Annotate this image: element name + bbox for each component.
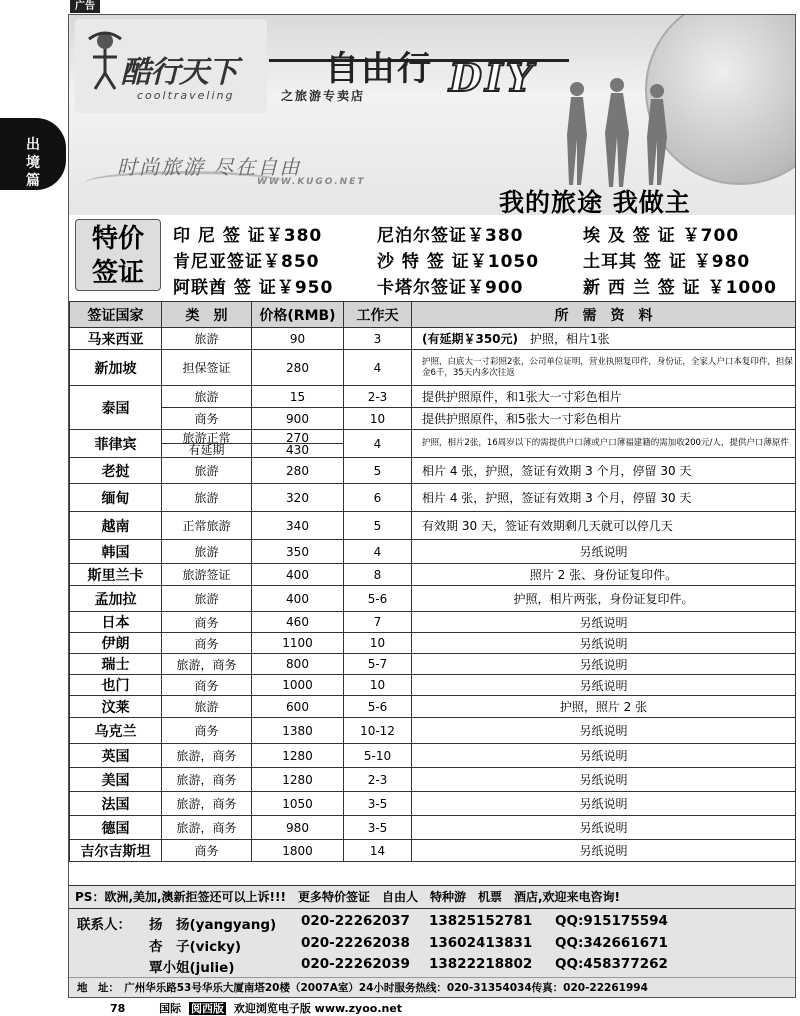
- cell-days: 3-5: [344, 792, 412, 816]
- cell-country: 新加坡: [70, 350, 162, 386]
- logo-figure-icon: [85, 29, 125, 93]
- table-row: [70, 564, 796, 586]
- cell-days: 8: [344, 564, 412, 586]
- table-row: [70, 633, 796, 654]
- cell-price: 320: [252, 484, 344, 512]
- page-footer: [110, 1000, 402, 1016]
- cell-type: 商务: [162, 612, 252, 633]
- cell-price: 460: [252, 612, 344, 633]
- table-row: [70, 386, 796, 408]
- special-visa-section: [69, 215, 795, 298]
- special-visa-item: 沙 特 签 证￥1050: [377, 252, 540, 272]
- cell-type: 旅游，商务: [162, 816, 252, 840]
- cell-days: 5-6: [344, 696, 412, 718]
- side-tab-char: 境: [26, 155, 40, 171]
- cell-country: 老挝: [70, 458, 162, 484]
- dancers-image: [547, 75, 687, 195]
- special-visa-item: 尼泊尔签证￥380: [377, 226, 524, 246]
- table-row: [70, 484, 796, 512]
- special-visa-item: 印 尼 签 证￥380: [173, 226, 323, 246]
- cell-country: 法国: [70, 792, 162, 816]
- contacts-block: [69, 909, 795, 979]
- special-visa-item: 埃 及 签 证 ￥700: [583, 226, 740, 246]
- special-visa-item: 卡塔尔签证￥900: [377, 278, 524, 298]
- special-visa-item: 肯尼亚签证￥850: [173, 252, 320, 272]
- cell-requirements: 另纸说明: [412, 718, 796, 744]
- cell-requirements: 另纸说明: [412, 654, 796, 675]
- table-header-row: [70, 302, 796, 328]
- cell-type-normal: 旅游正常: [162, 432, 251, 444]
- cell-type: 旅游签证: [162, 564, 252, 586]
- cell-country: 韩国: [70, 540, 162, 564]
- contact-mobile: 13822218802: [429, 956, 533, 972]
- cell-country: 吉尔吉斯坦: [70, 840, 162, 862]
- cell-days: 5-10: [344, 744, 412, 768]
- special-visa-item: 新 西 兰 签 证 ￥1000: [583, 278, 777, 298]
- cell-type: 旅游: [162, 696, 252, 718]
- cell-requirements: 另纸说明: [412, 816, 796, 840]
- cell-type: 旅游，商务: [162, 768, 252, 792]
- cell-price-normal: 270: [252, 432, 343, 444]
- address-line: 地 址： 广州华乐路53号华乐大厦南塔20楼（2007A室）24小时服务热线：020-31354034传真：020-22261994: [69, 977, 795, 997]
- cell-days: 2-3: [344, 768, 412, 792]
- table-row: [70, 350, 796, 386]
- table-row: [70, 328, 796, 350]
- cell-days: 2-3: [344, 386, 412, 408]
- table-row: [70, 768, 796, 792]
- req-bold: (有延期￥350元): [422, 332, 519, 346]
- cell-days: 10: [344, 675, 412, 696]
- cell-country: 英国: [70, 744, 162, 768]
- cell-days: 7: [344, 612, 412, 633]
- cell-price: 1280: [252, 768, 344, 792]
- special-visa-item: 土耳其 签 证 ￥980: [583, 252, 751, 272]
- table-row: [70, 675, 796, 696]
- header-requirements: 所 需 资 料: [412, 302, 796, 328]
- table-row: [70, 458, 796, 484]
- side-tab-char: 出: [26, 137, 40, 153]
- cell-requirements: 另纸说明: [412, 633, 796, 654]
- cell-days: 6: [344, 484, 412, 512]
- cell-requirements: 护照，相片两张，身份证复印件。: [412, 586, 796, 612]
- contact-qq: QQ:915175594: [555, 913, 668, 929]
- cell-requirements: 另纸说明: [412, 675, 796, 696]
- cell-country: 乌克兰: [70, 718, 162, 744]
- cell-requirements: 另纸说明: [412, 840, 796, 862]
- cell-type: 旅游，商务: [162, 654, 252, 675]
- cell-country: 也门: [70, 675, 162, 696]
- table-row: [70, 696, 796, 718]
- cell-days: 14: [344, 840, 412, 862]
- cell-days: 10: [344, 633, 412, 654]
- cell-country: 马来西亚: [70, 328, 162, 350]
- cell-country: 泰国: [70, 386, 162, 430]
- table-row: [70, 654, 796, 675]
- cell-country: 缅甸: [70, 484, 162, 512]
- cell-price: 400: [252, 586, 344, 612]
- cell-price: 980: [252, 816, 344, 840]
- side-tab-outbound: [0, 118, 66, 190]
- table-row: [70, 744, 796, 768]
- cell-type: 旅游，商务: [162, 792, 252, 816]
- contact-mobile: 13825152781: [429, 913, 533, 929]
- contact-mobile: 13602413831: [429, 935, 533, 951]
- footer-section: 国际: [159, 1002, 182, 1015]
- footer-edition-box: 阅西版: [191, 1002, 224, 1015]
- cell-price: 1100: [252, 633, 344, 654]
- side-tab-char: 篇: [26, 173, 40, 189]
- cell-price: 900: [252, 408, 344, 430]
- cell-country: 孟加拉: [70, 586, 162, 612]
- cell-type: 正常旅游: [162, 512, 252, 540]
- ad-frame: [68, 14, 796, 998]
- cell-requirements: 相片 4 张，护照，签证有效期 3 个月，停留 30 天: [412, 458, 796, 484]
- cell-days: 10-12: [344, 718, 412, 744]
- table-row: [70, 540, 796, 564]
- banner-diy: DIY: [449, 55, 536, 100]
- cell-requirements: 相片 4 张，护照，签证有效期 3 个月，停留 30 天: [412, 484, 796, 512]
- cell-type: 旅游: [162, 458, 252, 484]
- cell-type: 旅游，商务: [162, 744, 252, 768]
- cell-price: 280: [252, 458, 344, 484]
- header-country: 签证国家: [70, 302, 162, 328]
- table-row: [70, 430, 796, 458]
- cell-country: 伊朗: [70, 633, 162, 654]
- cell-price: 1000: [252, 675, 344, 696]
- footer-link[interactable]: 欢迎浏览电子版 www.zyoo.net: [233, 1002, 403, 1015]
- banner-slogan: 时尚旅游 尽在自由: [117, 155, 302, 179]
- cell-country: 日本: [70, 612, 162, 633]
- banner-url: WWW.KUGO.NET: [257, 177, 366, 187]
- header-type: 类 别: [162, 302, 252, 328]
- banner-subtitle: 之旅游专卖店: [281, 89, 366, 103]
- contact-qq: QQ:342661671: [555, 935, 668, 951]
- cell-requirements: 另纸说明: [412, 612, 796, 633]
- cell-requirements: 护照，照片 2 张: [412, 696, 796, 718]
- cell-price-extended: 430: [286, 442, 309, 457]
- cell-country: 瑞士: [70, 654, 162, 675]
- contacts-label: 联系人：: [77, 917, 131, 933]
- cell-days: 5-7: [344, 654, 412, 675]
- cell-days: 5: [344, 512, 412, 540]
- cell-requirements: 提供护照原件，和5张大一寸彩色相片: [412, 408, 796, 430]
- cell-days: 4: [344, 350, 412, 386]
- cell-price: 340: [252, 512, 344, 540]
- logo-subtext: cooltraveling: [137, 89, 235, 102]
- table-row: [70, 718, 796, 744]
- contact-phone: 020-22262038: [301, 935, 410, 951]
- cell-days: 4: [344, 540, 412, 564]
- table-row: [70, 586, 796, 612]
- cell-price: 1280: [252, 744, 344, 768]
- cell-country: 德国: [70, 816, 162, 840]
- cell-days: 3: [344, 328, 412, 350]
- logo: [75, 19, 267, 113]
- cell-requirements: [412, 328, 796, 350]
- cell-requirements: 护照，白底大一寸彩照2张，公司单位证明，营业执照复印件，身份证，全家人户口本复印件，担保金6千，35天内多次往返: [412, 350, 796, 386]
- visa-table: [69, 301, 796, 862]
- cell-requirements: 提供护照原件，和1张大一寸彩色相片: [412, 386, 796, 408]
- cell-days: 3-5: [344, 816, 412, 840]
- cell-country: 菲律宾: [70, 430, 162, 458]
- cell-type: [162, 430, 252, 458]
- cell-requirements: 护照，相片2张，16周岁以下的需提供户口薄或户口薄福建籍的需加收200元/人，提供户口薄原件: [412, 430, 796, 458]
- cell-price: 15: [252, 386, 344, 408]
- table-row: [70, 612, 796, 633]
- cell-type: 旅游: [162, 484, 252, 512]
- page-number: 78: [110, 1002, 126, 1015]
- cell-requirements: 另纸说明: [412, 792, 796, 816]
- special-label-line: 特价: [91, 224, 144, 254]
- cell-type: 商务: [162, 840, 252, 862]
- cell-type: 商务: [162, 675, 252, 696]
- req-text: 护照，相片1张: [518, 332, 610, 346]
- cell-price: 350: [252, 540, 344, 564]
- cell-days: 10: [344, 408, 412, 430]
- header-price: 价格(RMB): [252, 302, 344, 328]
- cell-price: 400: [252, 564, 344, 586]
- table-row: [70, 840, 796, 862]
- special-visa-item: 阿联酋 签 证￥950: [173, 278, 334, 298]
- cell-price: 800: [252, 654, 344, 675]
- table-row: [70, 792, 796, 816]
- table-row: [70, 816, 796, 840]
- ad-tag: 广告: [70, 0, 100, 13]
- cell-type: 旅游: [162, 540, 252, 564]
- special-visa-label: [75, 219, 161, 291]
- contact-phone: 020-22262037: [301, 913, 410, 929]
- cell-requirements: 另纸说明: [412, 744, 796, 768]
- table-row: [70, 512, 796, 540]
- cell-price: 1800: [252, 840, 344, 862]
- cell-type: 商务: [162, 718, 252, 744]
- cell-requirements: 另纸说明: [412, 540, 796, 564]
- cell-country: 汶莱: [70, 696, 162, 718]
- cell-country: 斯里兰卡: [70, 564, 162, 586]
- cell-type: 旅游: [162, 328, 252, 350]
- cell-requirements: 另纸说明: [412, 768, 796, 792]
- cell-price: 90: [252, 328, 344, 350]
- cell-requirements: 照片 2 张、身份证复印件。: [412, 564, 796, 586]
- cell-price: 280: [252, 350, 344, 386]
- cell-days: 5: [344, 458, 412, 484]
- cell-type-extended: 有延期: [188, 442, 225, 457]
- cell-requirements: 有效期 30 天，签证有效期剩几天就可以停几天: [412, 512, 796, 540]
- contact-qq: QQ:458377262: [555, 956, 668, 972]
- cell-type: 旅游: [162, 386, 252, 408]
- contact-name: 杏 子(vicky): [149, 939, 242, 955]
- cell-type: 商务: [162, 633, 252, 654]
- contact-name: 覃小姐(julie): [149, 960, 235, 976]
- cell-country: 越南: [70, 512, 162, 540]
- cell-price: 1050: [252, 792, 344, 816]
- cell-country: 美国: [70, 768, 162, 792]
- cell-price: 1380: [252, 718, 344, 744]
- contact-name: 扬 扬(yangyang): [149, 917, 277, 933]
- cell-type: 担保签证: [162, 350, 252, 386]
- contact-phone: 020-22262039: [301, 956, 410, 972]
- cell-type: 旅游: [162, 586, 252, 612]
- header-days: 工作天: [344, 302, 412, 328]
- cell-days: 4: [344, 430, 412, 458]
- table-row: [70, 408, 796, 430]
- logo-text: 酷行天下: [121, 55, 237, 90]
- special-label-line: 签证: [91, 258, 144, 288]
- cell-price: 600: [252, 696, 344, 718]
- banner-headline: 我的旅途 我做主: [499, 188, 691, 215]
- cell-days: 5-6: [344, 586, 412, 612]
- ps-note: PS：欧洲,美加,澳新拒签还可以上诉!!! 更多特价签证 自由人 特种游 机票 酒店,欢迎来电咨询!: [69, 885, 795, 909]
- cell-price: [252, 430, 344, 458]
- cell-type: 商务: [162, 408, 252, 430]
- banner-title: 自由行: [325, 49, 433, 89]
- banner: [69, 15, 795, 215]
